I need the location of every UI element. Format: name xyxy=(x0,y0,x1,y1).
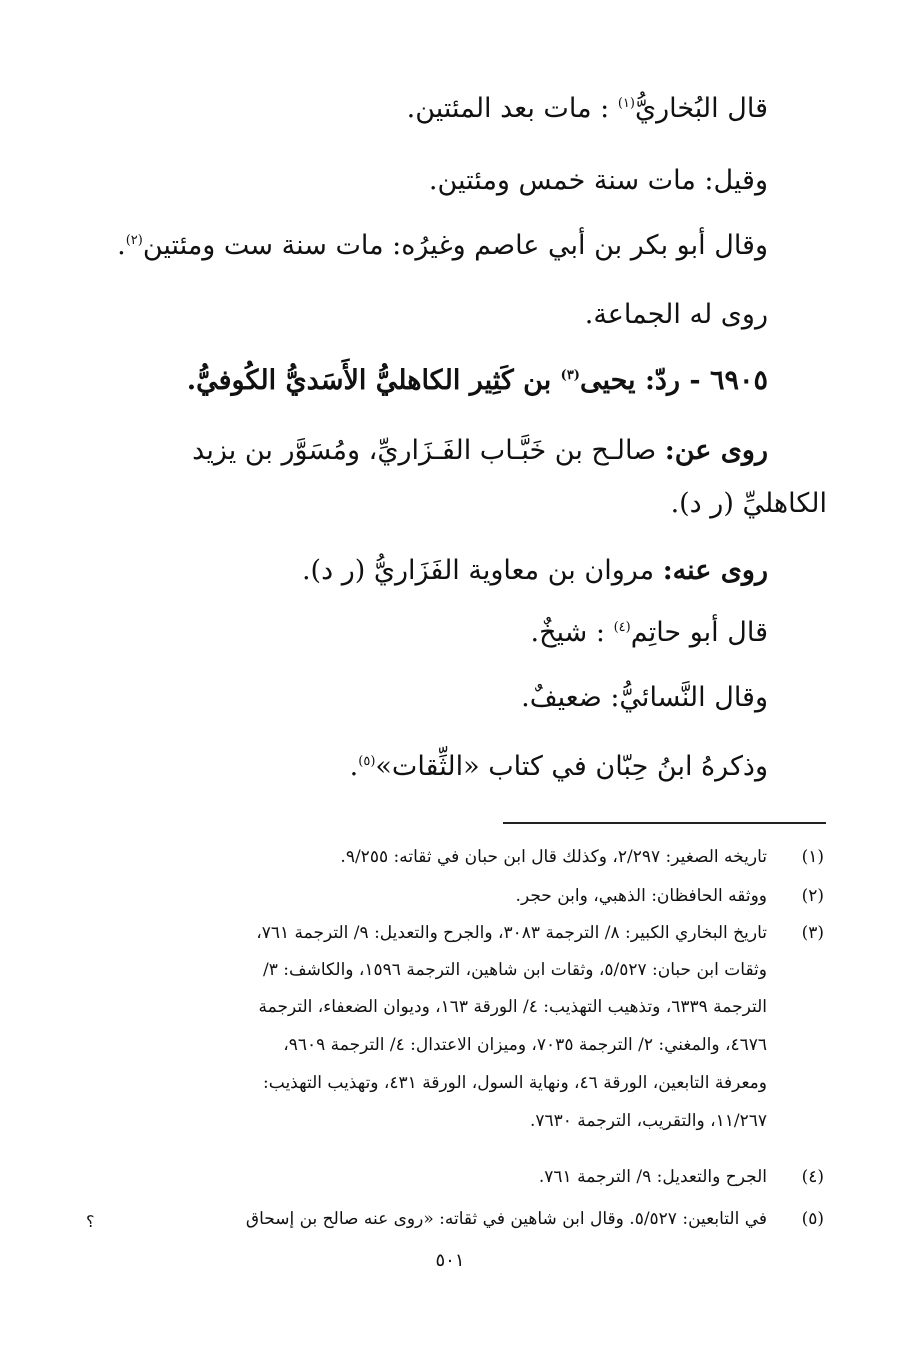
footnote-text: تاريخه الصغير: ٢/٢٩٧، وكذلك قال ابن حبان في ثقاته: ٩/٢٥٥. xyxy=(340,847,767,867)
text-line-continuation xyxy=(671,484,827,524)
entry-heading-6905 xyxy=(187,361,768,401)
text-line-qila xyxy=(429,161,768,201)
footnote-ref-1: (١) xyxy=(617,96,635,111)
text-segment: وقيل: مات سنة خمس ومئتين. xyxy=(428,165,768,196)
footnote-divider xyxy=(503,822,826,824)
footnote-3-continued xyxy=(0,1030,902,1060)
footnote-number: (٢) xyxy=(801,886,824,906)
text-segment: : مات بعد المئتين. xyxy=(406,93,610,124)
text-segment: . xyxy=(117,230,126,261)
footnote-text: وثقات ابن حبان: ٥/٥٢٧، وثقات ابن شاهين، الترجمة ١٥٩٦، والكاشف: ٣/ xyxy=(262,960,767,980)
footnote-text: في التابعين: ٥/٥٢٧. وقال ابن شاهين في ثقاته: «روى عنه صالح بن إسحاق xyxy=(245,1209,767,1229)
text-segment: الكاهليِّ (ر د). xyxy=(670,488,827,519)
footnote-text: ٤٦٧٦، والمغني: ٢/ الترجمة ٧٠٣٥، وميزان الاعتدال: ٤/ الترجمة ٩٦٠٩، xyxy=(283,1035,767,1055)
entry-name: بن كَثِير الكاهليُّ الأَسَديُّ الكُوفيُّ. xyxy=(186,365,552,396)
footnote-number: (٣) xyxy=(801,923,824,943)
text-segment: صالـح بن خَبَّـاب الفَـزَاريِّ، ومُسَوَّر بن يزيد xyxy=(192,435,657,466)
footnote-3-continued xyxy=(0,955,902,985)
text-segment: : شيخٌ. xyxy=(530,617,605,648)
footnote-2 xyxy=(0,881,902,911)
footnote-4 xyxy=(0,1162,902,1192)
footnote-text: ووثقه الحافظان: الذهبي، وابن حجر. xyxy=(515,886,767,906)
footnote-ref-5: (٥) xyxy=(358,754,376,769)
text-line-rawa-an xyxy=(192,431,768,471)
footnote-text: ومعرفة التابعين، الورقة ٤٦، ونهاية السول، الورقة ٤٣١، وتهذيب التهذيب: xyxy=(263,1073,767,1093)
section-label-rawa-an: روى عن: xyxy=(664,435,768,466)
text-line-abu-bakr xyxy=(117,226,768,266)
footnote-3-continued xyxy=(0,1106,902,1136)
text-line-abu-hatim xyxy=(531,613,768,653)
footnote-number: (١) xyxy=(801,847,824,867)
footnote-ref-4: (٤) xyxy=(613,620,631,635)
text-segment: روى له الجماعة. xyxy=(584,299,768,330)
footnote-text: تاريخ البخاري الكبير: ٨/ الترجمة ٣٠٨٣، والجرح والتعديل: ٩/ الترجمة ٧٦١، xyxy=(256,923,767,943)
text-segment: قال البُخاريُّ xyxy=(634,93,768,124)
footnote-1 xyxy=(0,842,902,872)
text-segment: . xyxy=(349,751,359,782)
footnote-5 xyxy=(0,1204,902,1234)
text-line-rawa-lahu xyxy=(585,295,768,335)
text-line-bukhari xyxy=(407,89,768,129)
footnote-3-continued xyxy=(0,1068,902,1098)
footnote-3-continued xyxy=(0,992,902,1022)
footnote-3 xyxy=(0,918,902,948)
text-segment: وذكرهُ ابنُ حِبّان في كتاب «الثِّقات» xyxy=(375,751,768,782)
text-segment: وقال النَّسائيُّ: ضعيفٌ. xyxy=(521,682,768,713)
text-line-ibn-hibban xyxy=(350,747,768,787)
footnote-text: ١١/٢٦٧، والتقريب، الترجمة ٧٦٣٠. xyxy=(529,1111,767,1131)
text-segment: وقال أبو بكر بن أبي عاصم وغيرُه: مات سنة ست ومئتين xyxy=(142,230,768,261)
footnote-text: الترجمة ٦٣٣٩، وتذهيب التهذيب: ٤/ الورقة ١٦٣، وديوان الضعفاء، الترجمة xyxy=(258,997,767,1017)
entry-number: ٦٩٠٥ - ردّ: يحيى xyxy=(579,365,768,396)
footnote-ref-2: (٢) xyxy=(125,233,143,248)
text-segment: قال أبو حاتِم xyxy=(630,617,768,648)
text-line-nasai xyxy=(521,678,768,718)
text-segment: مروان بن معاوية الفَزَاريُّ (ر د). xyxy=(301,555,655,586)
text-line-rawa-anhu xyxy=(302,551,768,591)
footnote-number: (٤) xyxy=(801,1167,824,1187)
margin-mark: ؟ xyxy=(86,1212,95,1231)
footnote-number: (٥) xyxy=(801,1209,824,1229)
footnote-text: الجرح والتعديل: ٩/ الترجمة ٧٦١. xyxy=(538,1167,767,1187)
page-number: ٥٠١ xyxy=(435,1250,465,1271)
section-label-rawa-anhu: روى عنه: xyxy=(662,555,768,586)
footnote-ref-3: (٣) xyxy=(560,368,580,383)
